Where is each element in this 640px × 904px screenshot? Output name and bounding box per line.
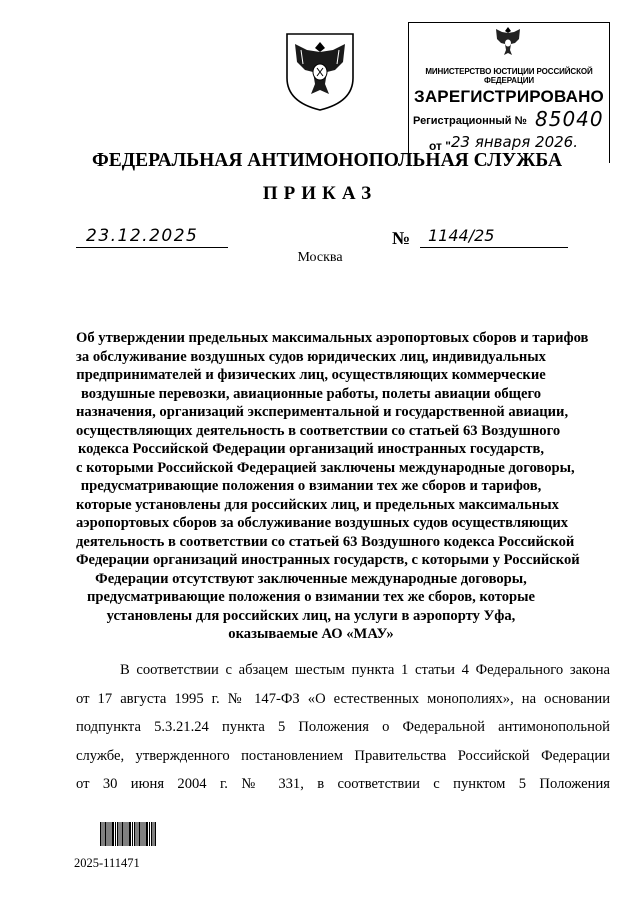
date-underline <box>76 247 228 248</box>
body-line: службе, утвержденного постановлением Правительства Российской Федерации <box>76 747 610 764</box>
heading-line: с которыми Российской Федерацией заключены международные договоры, <box>76 459 575 476</box>
heading-line: Об утверждении предельных максимальных аэропортовых сборов и тарифов <box>76 330 589 346</box>
document-registration-number: 2025-111471 <box>74 856 140 870</box>
heading-line: назначения, организаций экспериментальной и государственной авиации, <box>76 404 569 420</box>
barcode-image <box>100 822 156 846</box>
body-line: В соответствии с абзацем шестым пункта 1 статьи 4 Федерального закона <box>120 662 610 678</box>
agency-name: ФЕДЕРАЛЬНАЯ АНТИМОНОПОЛЬНАЯ СЛУЖБА <box>92 150 563 171</box>
body-line: подпункта 5.3.21.24 пункта 5 Положения о Федеральной антимонопольной <box>76 719 610 735</box>
city: Москва <box>297 250 343 265</box>
heading-line: предпринимателей и физических лиц, осуществляющих коммерческие <box>76 367 546 383</box>
heading-line: Федерации отсутствуют заключенные международные договоры, <box>95 570 527 587</box>
heading-line: за обслуживание воздушных судов юридических лиц, индивидуальных <box>76 348 546 365</box>
heading-line: Федерации организаций иностранных государств, с которыми у Российской <box>76 552 580 568</box>
heading-line: оказываемые АО «МАУ» <box>228 626 394 642</box>
heading-line: установлены для российских лиц, на услуги в аэропорту Уфа, <box>106 607 516 624</box>
stamp-emblem-icon <box>493 25 523 59</box>
heading-line: которые установлены для российских лиц, и предельных максимальных <box>76 496 559 513</box>
stamp-date-value: 23 января 2026. <box>451 133 578 151</box>
body-line: от 30 июня 2004 г. № 331, в соответствии с пунктом 5 Положения <box>76 776 610 792</box>
number-underline <box>420 247 568 248</box>
stamp-ministry-text: МИНИСТЕРСТВО ЮСТИЦИИ РОССИЙСКОЙ ФЕДЕРАЦИИ <box>425 67 593 85</box>
order-number-label: № <box>392 228 411 248</box>
heading-line: кодекса Российской Федерации организаций иностранных государств, <box>77 441 545 457</box>
coat-of-arms-emblem <box>283 28 357 112</box>
order-number: 1144/25 <box>428 226 495 245</box>
stamp-reg-number: 85040 <box>535 107 604 131</box>
stamp-date-label: от " <box>429 139 451 153</box>
heading-line: воздушные перевозки, авиационные работы, полеты авиации общего <box>80 385 542 402</box>
stamp-reg-label: Регистрационный № <box>413 115 527 127</box>
heading-line: аэропортовых сборов за обслуживание воздушных судов осуществляющих <box>76 515 569 531</box>
heading-line: предусматривающие положения о взимании тех же сборов и тарифов, <box>80 478 542 494</box>
body-line: от 17 августа 1995 г. № 147-ФЗ «О естественных монополиях», на основании <box>76 690 610 707</box>
order-date: 23.12.2025 <box>86 226 199 246</box>
body-paragraph <box>76 656 610 799</box>
heading-line: деятельность в соответствии со статьей 63 Воздушного кодекса Российской <box>76 533 575 550</box>
order-heading <box>76 329 589 644</box>
registration-stamp <box>408 22 610 163</box>
heading-line: предусматривающие положения о взимании тех же сборов, которые <box>87 589 535 605</box>
order-title: ПРИКАЗ <box>262 183 378 204</box>
heading-line: осуществляющих деятельность в соответствии со статьей 63 Воздушного <box>76 422 561 439</box>
stamp-registered-text: ЗАРЕГИСТРИРОВАНО <box>413 87 604 106</box>
